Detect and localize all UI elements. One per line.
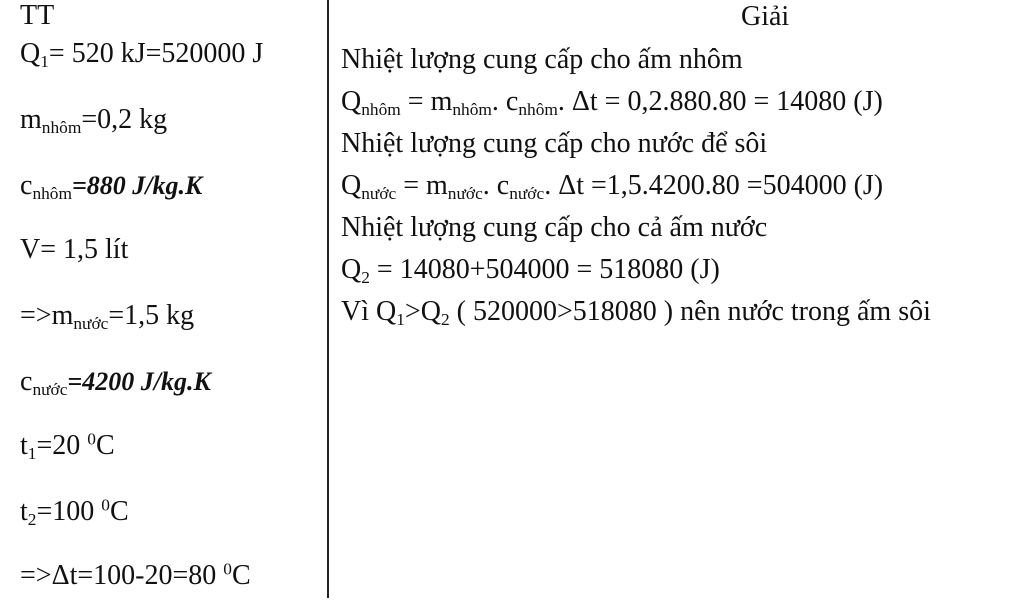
t1-symbol: t [20,430,28,461]
q2-subscript: 2 [361,267,370,287]
conclusion-q1-subscript: 1 [396,309,405,329]
q2-symbol: Q [341,254,362,285]
c-water-term-subscript: nước [509,183,545,203]
q2-result: = 14080+504000 = 518080 (J) [369,254,720,285]
solution-line-7 [341,296,931,328]
t2-unit: C [109,496,129,527]
given-q1 [20,38,263,70]
q-al-symbol: Q [341,86,362,117]
q-al-subscript: nhôm [361,99,401,119]
m-water-term-subscript: nước [447,183,483,203]
t1-value: =20 [36,430,88,461]
solution-line-3: Nhiệt lượng cung cấp cho nước để sôi [341,128,768,159]
t1-degree: 0 [87,429,96,449]
c-water-value: =4200 J/kg.K [67,367,211,396]
solution-line-4 [341,170,883,202]
q1-subscript: 1 [40,51,49,71]
solution-line-5: Nhiệt lượng cung cấp cho cả ấm nước [341,212,768,243]
given-volume: V= 1,5 lít [20,234,129,265]
conclusion-end: ( 520000>518080 ) nên nước trong ấm sôi [449,296,931,327]
delta-t-unit: C [231,560,251,591]
given-t2 [20,496,129,528]
conclusion-q2-subscript: 2 [440,309,450,329]
m-al-value: =0,2 kg [81,104,168,135]
q-water-symbol: Q [341,170,362,201]
t1-unit: C [95,430,115,461]
solution-line-1: Nhiệt lượng cung cấp cho ấm nhôm [341,44,743,75]
m-water-value: =1,5 kg [108,300,195,331]
c-water-term: . c [482,170,510,201]
t2-subscript: 2 [27,509,37,529]
given-t1 [20,430,115,462]
q1-value: = 520 kJ=520000 J [48,38,264,69]
given-c-water [20,366,211,398]
t2-degree: 0 [101,495,110,515]
solution-heading: Giải [741,1,790,32]
conclusion-compare: >Q [404,296,441,327]
c-al-symbol: c [20,170,33,201]
c-al-term-subscript: nhôm [518,99,558,119]
q1-symbol: Q [20,38,41,69]
solution-line-6 [341,254,720,286]
c-al-subscript: nhôm [32,183,72,203]
m-water-symbol: =>m [20,300,74,331]
q-water-subscript: nước [361,183,397,203]
given-m-water [20,300,194,332]
t2-symbol: t [20,496,28,527]
conclusion-start: Vì Q [341,296,397,327]
given-delta-t [20,560,251,592]
m-al-subscript: nhôm [41,117,82,137]
m-water-term: = m [396,170,448,201]
c-water-symbol: c [20,366,33,397]
m-water-subscript: nước [73,313,109,333]
q-water-result: . Δt =1,5.4200.80 =504000 (J) [544,170,884,201]
given-c-aluminium [20,170,202,202]
delta-t-value: =>Δt=100-20=80 [20,560,224,591]
c-al-value: =880 J/kg.K [71,171,203,200]
m-al-term: = m [400,86,453,117]
m-al-symbol: m [20,104,42,135]
given-m-aluminium [20,104,167,136]
solution-line-2 [341,86,883,118]
given-header: TT [20,0,55,31]
c-water-subscript: nước [32,379,68,399]
t2-value: =100 [36,496,102,527]
delta-t-degree: 0 [223,559,232,579]
column-divider [327,0,329,598]
q-al-result: . Δt = 0,2.880.80 = 14080 (J) [557,86,883,117]
m-al-term-subscript: nhôm [452,99,492,119]
t1-subscript: 1 [27,443,37,463]
c-al-term: . c [491,86,519,117]
